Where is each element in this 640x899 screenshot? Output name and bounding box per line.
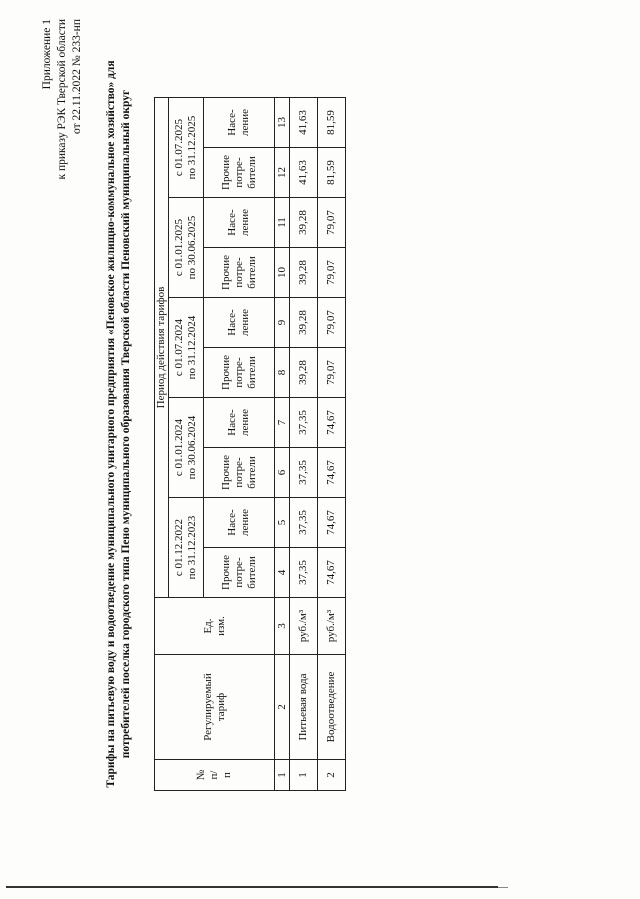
row-value: 37,35 — [290, 548, 318, 598]
title-line-1: Тарифы на питьевую воду и водоотведение муниципального унитарного предприятия «Пеновское жилищно-коммунальное хозяйство» для — [105, 60, 117, 788]
index-cell: 5 — [275, 498, 290, 548]
row-value: 79,07 — [318, 348, 346, 398]
row-value: 41,63 — [290, 98, 318, 148]
tariff-table — [154, 97, 346, 791]
index-cell: 2 — [275, 655, 290, 760]
row-unit: руб./м³ — [318, 598, 346, 655]
row-unit: руб./м³ — [290, 598, 318, 655]
sub-population-4: Насе- ление — [204, 198, 275, 248]
row-value: 39,28 — [290, 198, 318, 248]
row-value: 74,67 — [318, 548, 346, 598]
scan-edge-line-thin — [498, 887, 508, 888]
row-value: 79,07 — [318, 298, 346, 348]
appendix-block — [40, 19, 85, 339]
sub-population-3: Насе- ление — [204, 298, 275, 348]
row-number: 2 — [318, 760, 346, 791]
sub-other-1: Прочие потре- бители — [204, 548, 275, 598]
scan-edge-line — [6, 886, 498, 888]
row-value: 41,63 — [290, 148, 318, 198]
row-value: 39,28 — [290, 348, 318, 398]
row-value: 79,07 — [318, 198, 346, 248]
period-1: с 01.12.2022 по 31.12.2023 — [169, 498, 204, 598]
row-value: 74,67 — [318, 498, 346, 548]
appendix-line-1: Приложение 1 — [41, 19, 53, 90]
header-tariff-name: Регулируемый тариф — [155, 655, 275, 760]
row-value: 74,67 — [318, 398, 346, 448]
index-row — [275, 98, 290, 791]
row-value: 37,35 — [290, 448, 318, 498]
table-row-water — [290, 98, 318, 791]
header-number: № п/ п — [155, 760, 275, 791]
header-row-period — [155, 98, 169, 791]
period-4: с 01.01.2025 по 30.06.2025 — [169, 198, 204, 298]
index-cell: 11 — [275, 198, 290, 248]
sub-population-2: Насе- ление — [204, 398, 275, 448]
document-title — [104, 9, 134, 839]
row-value: 37,35 — [290, 498, 318, 548]
index-cell: 13 — [275, 98, 290, 148]
row-tariff-name: Водоотведение — [318, 655, 346, 760]
row-value: 79,07 — [318, 248, 346, 298]
row-number: 1 — [290, 760, 318, 791]
period-5: с 01.07.2025 по 31.12.2025 — [169, 98, 204, 198]
sub-other-5: Прочие потре- бители — [204, 148, 275, 198]
header-unit: Ед. изм. — [155, 598, 275, 655]
index-cell: 7 — [275, 398, 290, 448]
index-cell: 12 — [275, 148, 290, 198]
index-cell: 10 — [275, 248, 290, 298]
index-cell: 8 — [275, 348, 290, 398]
appendix-line-3: от 22.11.2022 № 233-нп — [71, 19, 83, 134]
appendix-line-2: к приказу РЭК Тверской области — [56, 19, 68, 180]
index-cell: 1 — [275, 760, 290, 791]
row-value: 81,59 — [318, 98, 346, 148]
header-period: Период действия тарифов — [155, 98, 169, 598]
index-cell: 6 — [275, 448, 290, 498]
title-line-2: потребителей поселка городского типа Пено муниципального образования Тверской области Пеновский муниципальный округ — [120, 89, 132, 759]
index-cell: 4 — [275, 548, 290, 598]
sub-other-4: Прочие потре- бители — [204, 248, 275, 298]
sub-population-5: Насе- ление — [204, 98, 275, 148]
row-value: 81,59 — [318, 148, 346, 198]
table-row-wastewater — [318, 98, 346, 791]
index-cell: 9 — [275, 298, 290, 348]
row-tariff-name: Питьевая вода — [290, 655, 318, 760]
sub-other-2: Прочие потре- бители — [204, 448, 275, 498]
sub-other-3: Прочие потре- бители — [204, 348, 275, 398]
row-value: 39,28 — [290, 298, 318, 348]
row-value: 74,67 — [318, 448, 346, 498]
row-value: 37,35 — [290, 398, 318, 448]
period-3: с 01.07.2024 по 31.12.2024 — [169, 298, 204, 398]
period-2: с 01.01.2024 по 30.06.2024 — [169, 398, 204, 498]
sub-population-1: Насе- ление — [204, 498, 275, 548]
index-cell: 3 — [275, 598, 290, 655]
row-value: 39,28 — [290, 248, 318, 298]
